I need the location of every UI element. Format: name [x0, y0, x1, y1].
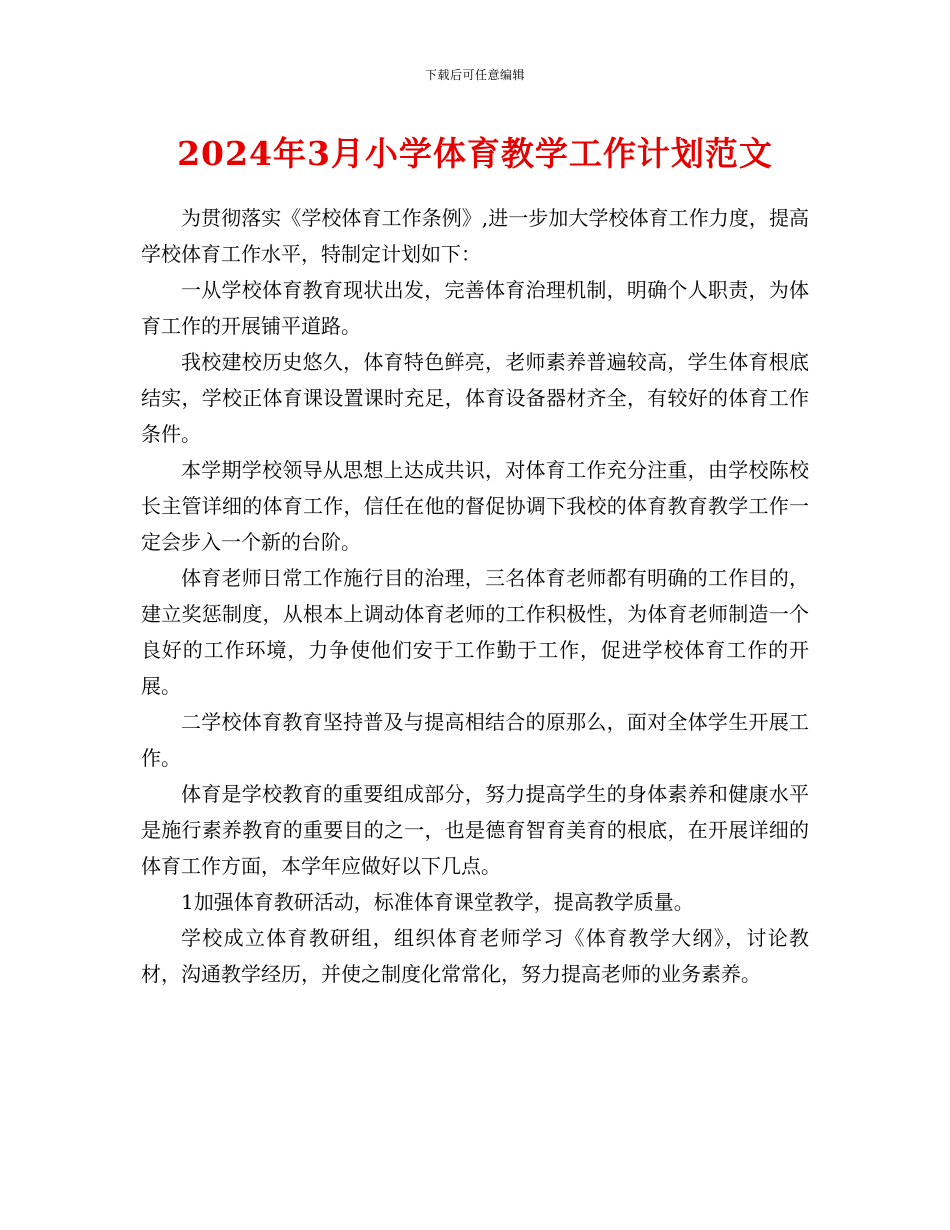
paragraph-teacher-management: 体育老师日常工作施行目的治理，三名体育老师都有明确的工作目的，建立奖惩制度，从根本上调动体育老师的工作积极性，为体育老师制造一个良好的工作环境，力争使他们安于工作勤于工作，促进学校体育工作的开展。	[141, 566, 809, 698]
document-body	[141, 200, 809, 992]
paragraph-research-group: 学校成立体育教研组，组织体育老师学习《体育教学大纲》，讨论教材，沟通教学经历，并使之制度化常常化，努力提高老师的业务素养。	[141, 926, 809, 986]
paragraph-section-two: 二学校体育教育坚持普及与提高相结合的原那么，面对全体学生开展工作。	[141, 710, 809, 770]
header-note: 下载后可任意编辑	[424, 68, 525, 82]
paragraph-section-one: 一从学校体育教育现状出发，完善体育治理机制，明确个人职责，为体育工作的开展铺平道路。	[141, 278, 809, 338]
paragraph-leadership: 本学期学校领导从思想上达成共识，对体育工作充分注重，由学校陈校长主管详细的体育工作，信任在他的督促协调下我校的体育教育教学工作一定会步入一个新的台阶。	[141, 458, 809, 554]
paragraph-intro: 为贯彻落实《学校体育工作条例》,进一步加大学校体育工作力度，提高学校体育工作水平，特制定计划如下：	[141, 206, 809, 266]
paragraph-school-history: 我校建校历史悠久，体育特色鲜亮，老师素养普遍较高，学生体育根底结实，学校正体育课设置课时充足，体育设备器材齐全，有较好的体育工作条件。	[141, 350, 809, 446]
document-title: 2024年3月小学体育教学工作计划范文	[177, 134, 773, 173]
paragraph-pe-importance: 体育是学校教育的重要组成部分，努力提高学生的身体素养和健康水平是施行素养教育的重要目的之一，也是德育智育美育的根底，在开展详细的体育工作方面，本学年应做好以下几点。	[141, 782, 809, 878]
paragraph-item-one: 1加强体育教研活动，标准体育课堂教学，提高教学质量。	[181, 890, 694, 914]
